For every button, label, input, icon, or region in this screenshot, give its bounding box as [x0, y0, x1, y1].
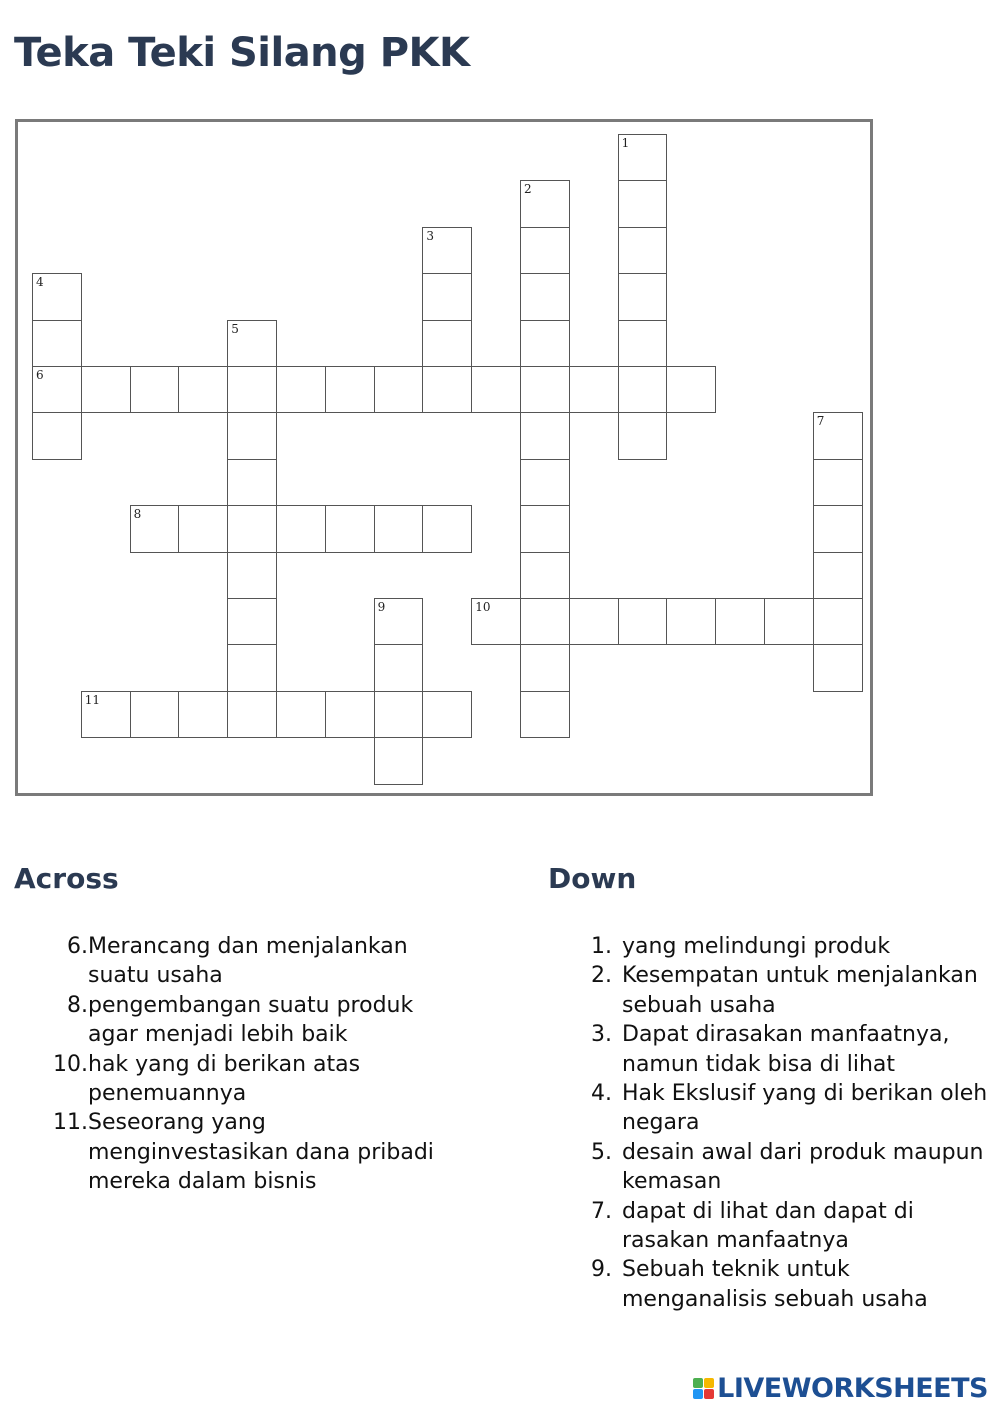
clue-number: 3 [426, 228, 435, 243]
clue-number: 1 [621, 136, 630, 150]
clue-number: 5 [231, 321, 239, 336]
crossword-cell[interactable] [227, 691, 277, 738]
crossword-cell[interactable] [715, 598, 765, 645]
crossword-cell[interactable] [374, 691, 424, 738]
crossword-cell[interactable] [178, 505, 228, 552]
crossword-cell[interactable] [227, 366, 277, 413]
crossword-cell[interactable] [618, 134, 668, 181]
crossword-cell[interactable] [813, 552, 863, 599]
crossword-cell[interactable] [276, 366, 326, 413]
down-heading: Down [548, 862, 637, 895]
crossword-cell[interactable] [569, 366, 619, 413]
down-clue-number: 9. [591, 1257, 612, 1283]
liveworksheets-logo[interactable] [693, 1371, 988, 1405]
crossword-cell[interactable] [422, 366, 472, 413]
crossword-cell[interactable] [813, 505, 863, 552]
down-clue-text: desain awal dari produk maupun kemasan [622, 1139, 984, 1195]
down-clue-item [556, 1255, 992, 1314]
down-clues [556, 932, 992, 1314]
crossword-cell[interactable] [569, 598, 619, 645]
down-clue-text: yang melindungi produk [622, 934, 891, 959]
crossword-cell[interactable] [666, 366, 716, 413]
crossword-cell[interactable] [227, 459, 277, 506]
crossword-cell[interactable] [374, 737, 424, 784]
crossword-cell[interactable] [32, 320, 82, 367]
across-clue-text: Merancang dan menjalankan suatu usaha [88, 934, 408, 989]
crossword-cell[interactable] [813, 644, 863, 691]
down-clue-number: 5. [591, 1139, 612, 1165]
crossword-cell[interactable] [178, 366, 228, 413]
crossword-cell[interactable] [520, 273, 570, 320]
crossword-cell[interactable] [618, 598, 668, 645]
crossword-cell[interactable] [618, 273, 668, 320]
crossword-cell[interactable] [520, 505, 570, 552]
down-clue-item [556, 1138, 992, 1197]
clue-number: 4 [36, 275, 44, 290]
crossword-cell[interactable] [227, 598, 277, 645]
logo-badge-square [693, 1389, 703, 1399]
crossword-cell[interactable] [422, 227, 472, 274]
crossword-cell[interactable] [520, 598, 570, 645]
down-clue-item [556, 961, 992, 1020]
crossword-cell[interactable] [81, 691, 131, 738]
crossword-cell[interactable] [471, 598, 521, 645]
crossword-cell[interactable] [227, 552, 277, 599]
crossword-cell[interactable] [618, 366, 668, 413]
clue-number: 10 [475, 600, 491, 614]
down-clue-text: Sebuah teknik untuk menganalisis sebuah usaha [622, 1257, 928, 1312]
crossword-cell[interactable] [520, 552, 570, 599]
crossword-cell[interactable] [32, 412, 82, 459]
crossword-cell[interactable] [520, 459, 570, 506]
down-clue-number: 7. [591, 1198, 612, 1224]
crossword-cell[interactable] [764, 598, 814, 645]
down-clue-number: 2. [591, 963, 612, 989]
crossword-cell[interactable] [32, 366, 82, 413]
across-heading: Across [14, 862, 119, 895]
down-clue-item [556, 1197, 992, 1256]
across-clue-number: 6. [67, 934, 88, 959]
crossword-cell[interactable] [422, 691, 472, 738]
crossword-cell[interactable] [618, 227, 668, 274]
across-clue-number: 11. [53, 1110, 88, 1136]
crossword-cell[interactable] [227, 412, 277, 459]
crossword-cell[interactable] [276, 691, 326, 738]
crossword-cell[interactable] [325, 691, 375, 738]
crossword-cell[interactable] [374, 505, 424, 552]
crossword-cell[interactable] [471, 366, 521, 413]
crossword-cell[interactable] [325, 505, 375, 552]
across-clue-item [24, 932, 464, 991]
across-clue-number: 10. [53, 1051, 88, 1077]
crossword-cell[interactable] [813, 412, 863, 459]
clue-number: 11 [84, 692, 101, 707]
crossword-cell[interactable] [227, 644, 277, 691]
crossword-cell[interactable] [520, 227, 570, 274]
down-clue-number: 4. [591, 1081, 612, 1107]
across-clue-item [24, 991, 464, 1050]
crossword-cell[interactable] [178, 691, 228, 738]
crossword-cell[interactable] [276, 505, 326, 552]
crossword-cell[interactable] [813, 598, 863, 645]
down-clue-item [556, 1079, 992, 1138]
page-title: Teka Teki Silang PKK [14, 30, 470, 76]
logo-text: LIVEWORKSHEETS [717, 1372, 988, 1404]
down-clue-text: Hak Ekslusif yang di berikan oleh negara [622, 1081, 988, 1136]
across-clue-number: 8. [67, 992, 88, 1018]
across-clue-item [24, 1050, 464, 1109]
crossword-cell[interactable] [520, 320, 570, 367]
crossword-cell[interactable] [618, 412, 668, 459]
crossword-cell[interactable] [374, 644, 424, 691]
across-clue-item [24, 1108, 464, 1196]
crossword-cell[interactable] [32, 273, 82, 320]
crossword-cell[interactable] [520, 691, 570, 738]
crossword-cell[interactable] [130, 505, 180, 552]
crossword-cell[interactable] [618, 320, 668, 367]
clue-number: 2 [524, 182, 532, 197]
crossword-cell[interactable] [813, 459, 863, 506]
down-clue-item [556, 932, 992, 961]
crossword-cell[interactable] [520, 644, 570, 691]
logo-badge-icon [693, 1378, 714, 1399]
across-clue-text: Seseorang yang menginvestasikan dana pribadi mereka dalam bisnis [88, 1110, 434, 1195]
down-clue-text: dapat di lihat dan dapat di rasakan manfaatnya [622, 1198, 914, 1254]
crossword-cell[interactable] [227, 320, 277, 367]
clue-number: 9 [377, 600, 386, 614]
crossword-cell[interactable] [520, 412, 570, 459]
across-clues [24, 932, 464, 1197]
across-clue-text: pengembangan suatu produk agar menjadi lebih baik [88, 992, 414, 1048]
across-clue-text: hak yang di berikan atas penemuannya [88, 1051, 361, 1107]
down-clue-number: 3. [591, 1022, 612, 1048]
clue-number: 8 [133, 507, 142, 522]
logo-badge-square [693, 1378, 703, 1388]
crossword-cell[interactable] [422, 320, 472, 367]
crossword-cell[interactable] [666, 598, 716, 645]
crossword-cell[interactable] [422, 505, 472, 552]
crossword-cell[interactable] [130, 691, 180, 738]
clue-number: 7 [816, 414, 825, 429]
crossword-cell[interactable] [422, 273, 472, 320]
clue-number: 6 [36, 368, 44, 382]
down-clue-text: Kesempatan untuk menjalankan sebuah usaha [622, 963, 978, 1018]
crossword-cell[interactable] [520, 180, 570, 227]
down-clue-number: 1. [591, 934, 612, 959]
crossword-cell[interactable] [520, 366, 570, 413]
crossword-cell[interactable] [81, 366, 131, 413]
crossword-cell[interactable] [374, 598, 424, 645]
crossword-cell[interactable] [618, 180, 668, 227]
logo-badge-square [704, 1389, 714, 1399]
down-clue-text: Dapat dirasakan manfaatnya, namun tidak bisa di lihat [622, 1022, 950, 1077]
crossword-cell[interactable] [130, 366, 180, 413]
crossword-cell[interactable] [374, 366, 424, 413]
down-clue-item [556, 1020, 992, 1079]
crossword-cell[interactable] [227, 505, 277, 552]
crossword-cell[interactable] [325, 366, 375, 413]
logo-badge-square [704, 1378, 714, 1388]
